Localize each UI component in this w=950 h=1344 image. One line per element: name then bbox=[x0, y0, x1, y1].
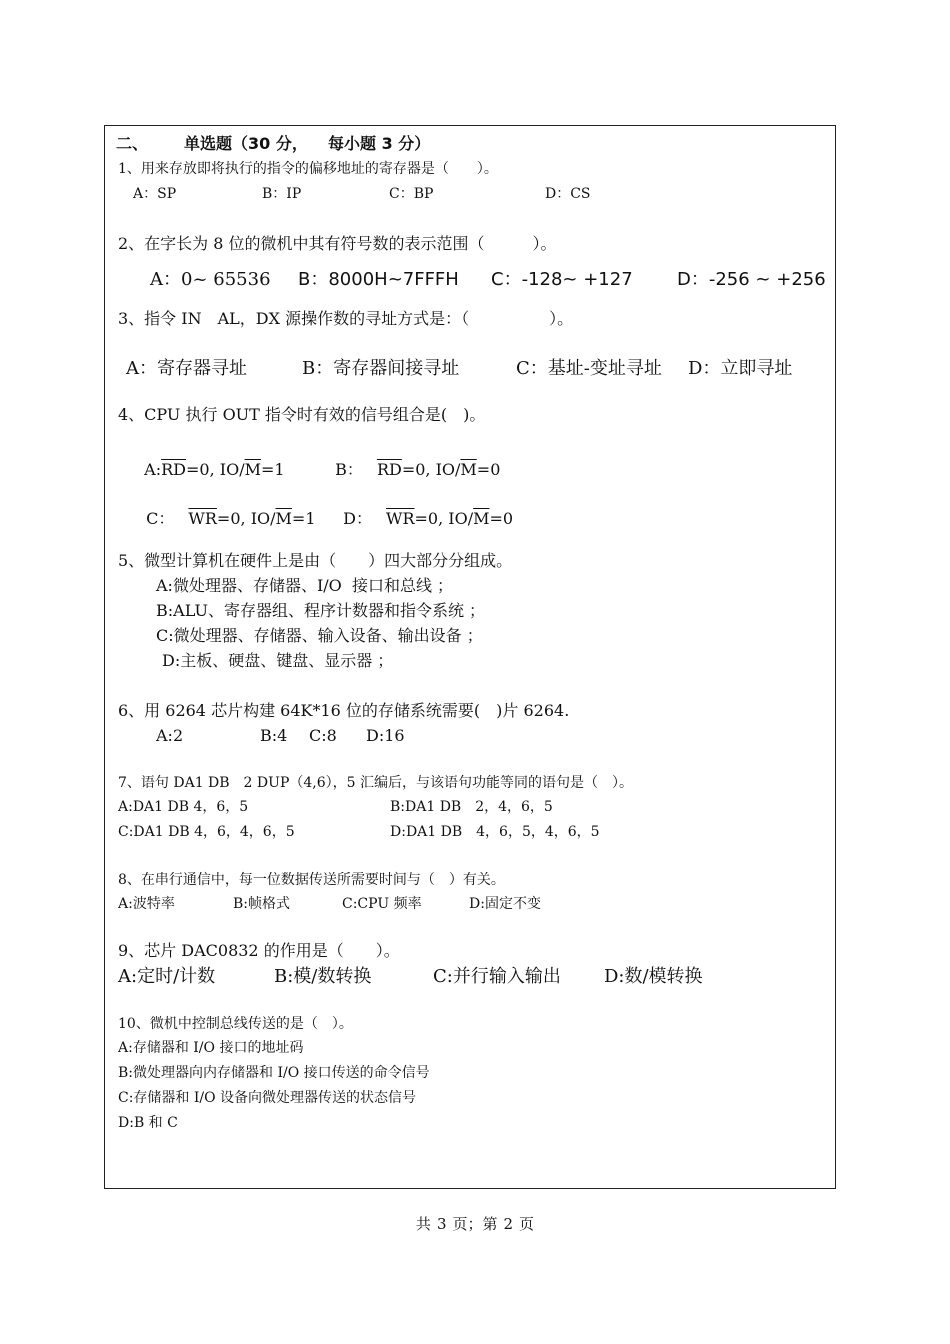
option-letter: D： bbox=[343, 509, 373, 528]
question-3-stem: 3、指令 IN AL，DX 源操作数的寻址方式是：（ ）。 bbox=[118, 309, 574, 328]
option-letter: A: bbox=[144, 460, 162, 479]
question-1-option-b: B：IP bbox=[262, 186, 302, 202]
question-8-option-d: D:固定不变 bbox=[469, 896, 541, 912]
signal-value: =0, bbox=[186, 460, 220, 479]
question-7-option-a: A:DA1 DB 4，6，5 bbox=[118, 799, 249, 815]
question-1-stem: 1、用来存放即将执行的指令的偏移地址的寄存器是（ ）。 bbox=[118, 161, 498, 177]
section-number: 二、 bbox=[116, 134, 149, 153]
m-signal: $\overline{M}$ bbox=[244, 460, 261, 479]
question-1-option-c: C：BP bbox=[389, 186, 434, 202]
question-1-option-d: D：CS bbox=[545, 186, 591, 202]
option-letter: B： bbox=[335, 460, 363, 479]
question-6-option-b: B:4 bbox=[260, 726, 288, 745]
page-footer bbox=[0, 1213, 950, 1234]
question-6-option-c: C:8 bbox=[309, 726, 337, 745]
section-note: 每小题 3 分） bbox=[328, 134, 431, 153]
question-3-option-a: A：寄存器寻址 bbox=[126, 358, 247, 379]
io-signal: IO/ bbox=[219, 460, 245, 479]
question-10-option-c: C:存储器和 I/O 设备向微处理器传送的状态信号 bbox=[118, 1090, 417, 1106]
question-7-stem: 7、语句 DA1 DB 2 DUP（4,6），5 汇编后，与该语句功能等同的语句是（ ）。 bbox=[118, 775, 633, 791]
signal-value: =1 bbox=[291, 509, 316, 528]
signal-value: =0 bbox=[476, 460, 501, 479]
m-signal: $\overline{M}$ bbox=[275, 509, 292, 528]
question-4-option-b bbox=[325, 446, 500, 478]
signal-value: =0 bbox=[489, 509, 514, 528]
m-signal: $\overline{M}$ bbox=[473, 509, 490, 528]
question-9-option-a: A:定时/计数 bbox=[118, 966, 216, 987]
question-4-option-a bbox=[134, 446, 285, 478]
question-9-option-c: C:并行输入输出 bbox=[433, 966, 561, 987]
question-5-option-a: A:微处理器、存储器、I/O 接口和总线 ； bbox=[156, 576, 454, 595]
question-5-option-c: C:微处理器、存储器、输入设备、输出设备 ； bbox=[156, 626, 483, 645]
question-6-option-a: A:2 bbox=[156, 726, 184, 745]
question-6-stem: 6、用 6264 芯片构建 64K*16 位的存储系统需要( )片 6264. bbox=[118, 701, 570, 720]
signal-value: =0, bbox=[414, 509, 449, 528]
footer-page-unit: 页；第 bbox=[452, 1215, 498, 1233]
footer-total-label: 共 bbox=[415, 1215, 431, 1233]
signal-value: =1 bbox=[260, 460, 285, 479]
question-7-option-d: D:DA1 DB 4，6，5，4，6，5 bbox=[390, 824, 600, 840]
question-8-option-c: C:CPU 频率 bbox=[342, 896, 422, 912]
question-1-option-a: A：SP bbox=[133, 186, 177, 202]
io-signal: IO/ bbox=[448, 509, 474, 528]
question-3-option-b: B：寄存器间接寻址 bbox=[302, 358, 460, 379]
footer-page-suffix: 页 bbox=[519, 1215, 535, 1233]
question-7-option-c: C:DA1 DB 4，6，4，6，5 bbox=[118, 824, 295, 840]
question-10-option-b: B:微处理器向内存储器和 I/O 接口传送的命令信号 bbox=[118, 1065, 430, 1081]
question-2-stem: 2、在字长为 8 位的微机中其有符号数的表示范围（ ）。 bbox=[118, 234, 557, 253]
io-signal: IO/ bbox=[250, 509, 276, 528]
io-signal: IO/ bbox=[435, 460, 461, 479]
question-8-option-b: B:帧格式 bbox=[233, 896, 291, 912]
footer-total-pages: 3 bbox=[436, 1215, 447, 1233]
question-6-option-d: D:16 bbox=[366, 726, 405, 745]
rd-signal: $\overline{RD}$ bbox=[376, 460, 402, 479]
question-10-stem: 10、微机中控制总线传送的是（ ）。 bbox=[118, 1016, 353, 1032]
question-5-option-d: D:主板、硬盘、键盘、显示器 ； bbox=[162, 651, 394, 670]
wr-signal: $\overline{WR}$ bbox=[386, 509, 415, 528]
question-2-option-a: A：0~ 65536 bbox=[150, 269, 271, 290]
question-5-option-b: B:ALU、寄存器组、程序计数器和指令系统 ； bbox=[156, 601, 486, 620]
signal-value: =0, bbox=[401, 460, 436, 479]
question-8-option-a: A:波特率 bbox=[118, 896, 175, 912]
rd-signal: $\overline{RD}$ bbox=[161, 460, 186, 479]
option-letter: C： bbox=[146, 509, 175, 528]
question-10-option-a: A:存储器和 I/O 接口的地址码 bbox=[118, 1040, 304, 1056]
question-3-option-d: D：立即寻址 bbox=[688, 358, 793, 379]
question-4-option-d bbox=[333, 495, 513, 527]
question-9-stem: 9、芯片 DAC0832 的作用是（ ）。 bbox=[118, 941, 400, 960]
question-3-option-c: C：基址-变址寻址 bbox=[516, 358, 662, 379]
question-10-option-d: D:B 和 C bbox=[118, 1115, 178, 1131]
question-7-option-b: B:DA1 DB 2，4，6，5 bbox=[390, 799, 553, 815]
question-9-option-d: D:数/模转换 bbox=[604, 966, 703, 987]
section-title: 单选题（30 分， bbox=[184, 134, 308, 153]
question-2-option-d: D：-256 ~ +256 bbox=[677, 269, 826, 290]
question-2-option-c: C：-128~ +127 bbox=[491, 269, 633, 290]
footer-current-page: 2 bbox=[503, 1215, 514, 1233]
wr-signal: $\overline{WR}$ bbox=[188, 509, 217, 528]
question-4-option-c bbox=[136, 495, 316, 527]
question-9-option-b: B:模/数转换 bbox=[274, 966, 372, 987]
question-5-stem: 5、微型计算机在硬件上是由（ ）四大部分分组成。 bbox=[118, 551, 513, 570]
m-signal: $\overline{M}$ bbox=[460, 460, 477, 479]
question-2-option-b: B：8000H~7FFFH bbox=[298, 269, 459, 290]
question-4-stem: 4、CPU 执行 OUT 指令时有效的信号组合是( )。 bbox=[118, 405, 486, 424]
question-8-stem: 8、在串行通信中，每一位数据传送所需要时间与（ ）有关。 bbox=[118, 872, 505, 888]
signal-value: =0, bbox=[216, 509, 251, 528]
